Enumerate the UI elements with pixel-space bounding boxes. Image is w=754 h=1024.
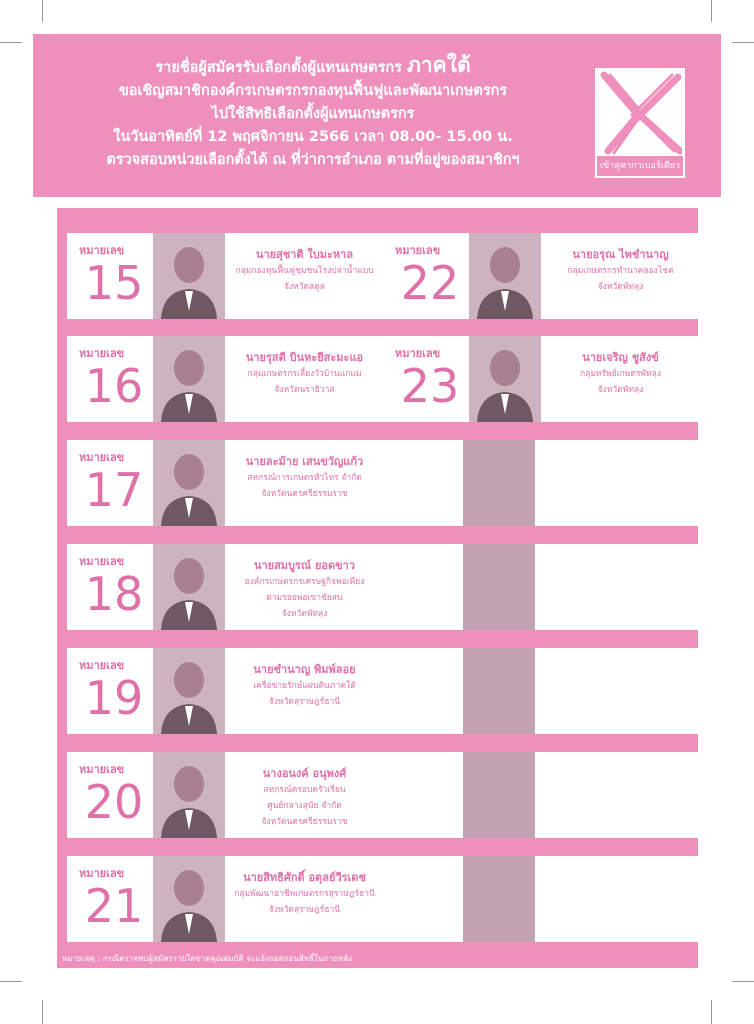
- empty-photo-slot: [463, 544, 535, 630]
- logo-caption: เข้าคูหากาเบอร์เดียว: [597, 156, 683, 176]
- candidate-card: [67, 233, 384, 319]
- candidate-photo: [153, 856, 225, 942]
- candidate-detail: เครือข่ายรักษ์แผ่นดินภาคใต้: [253, 681, 356, 691]
- candidate-number: 20: [84, 775, 144, 829]
- candidate-name: นางอนงค์ อนุพงศ์: [262, 767, 347, 780]
- candidate-card: [383, 336, 700, 422]
- crop-mark: [732, 981, 754, 982]
- header-text: [33, 54, 593, 172]
- empty-photo-slot: [463, 440, 535, 526]
- candidate-info: [227, 662, 382, 710]
- x-mark-icon: [598, 71, 682, 155]
- candidate-name: นายเจริญ ชูสังข์: [582, 351, 659, 364]
- candidate-number: 18: [84, 567, 144, 621]
- portrait-icon: [153, 440, 225, 526]
- candidate-detail: สหกรณ์การเกษตรหัวไทร จำกัด: [247, 473, 362, 483]
- candidate-number: 17: [84, 463, 144, 517]
- candidate-number: 21: [84, 879, 144, 933]
- portrait-icon: [153, 856, 225, 942]
- candidate-name: นายอรุณ ไพชำนาญ: [572, 248, 669, 261]
- candidate-photo: [153, 440, 225, 526]
- header-title-prefix: รายชื่อผู้สมัครรับเลือกตั้งผู้แทนเกษตรกร: [155, 60, 402, 76]
- candidate-number: 23: [400, 359, 460, 413]
- number-label: หมายเลข: [79, 244, 125, 257]
- candidate-photo: [153, 336, 225, 422]
- candidate-number: 22: [400, 256, 460, 310]
- candidate-detail: จังหวัดนครศรีธรรมราช: [261, 489, 348, 499]
- candidate-card: [383, 233, 700, 319]
- header-date-line: ในวันอาทิตย์ที่ 12 พฤศจิกายน 2566 เวลา 08.00- 15.00 น.: [113, 129, 513, 145]
- candidate-detail: จังหวัดสุราษฎร์ธานี: [268, 905, 341, 915]
- portrait-icon: [153, 544, 225, 630]
- candidate-detail: จังหวัดสุราษฎร์ธานี: [268, 697, 341, 707]
- crop-mark: [732, 42, 754, 43]
- candidate-info: [227, 350, 382, 398]
- number-label: หมายเลข: [395, 347, 441, 360]
- candidate-board: [57, 208, 698, 968]
- number-label: หมายเลข: [79, 763, 125, 776]
- candidate-photo: [153, 544, 225, 630]
- candidate-photo: [153, 648, 225, 734]
- crop-mark: [711, 0, 712, 22]
- portrait-icon: [153, 336, 225, 422]
- empty-card: [383, 856, 700, 942]
- portrait-icon: [153, 233, 225, 319]
- candidate-card: [67, 336, 384, 422]
- number-label: หมายเลข: [79, 867, 125, 880]
- header-check-line: ตรวจสอบหน่วยเลือกตั้งได้ ณ ที่ว่าการอำเภอ ตามที่อยู่ของสมาชิกฯ: [106, 152, 520, 168]
- candidate-card: [67, 544, 384, 630]
- crop-mark: [42, 1000, 43, 1024]
- portrait-icon: [469, 336, 541, 422]
- empty-photo-slot: [463, 856, 535, 942]
- candidate-detail: กลุ่มพัฒนาอาชีพเกษตรกรสุราษฎร์ธานี: [234, 889, 375, 899]
- candidate-info: [543, 247, 698, 295]
- candidate-info: [227, 454, 382, 502]
- portrait-icon: [153, 752, 225, 838]
- footnote: หมายเหตุ : กรณีตรวจพบผู้สมัครรายใดขาดคุณสมบัติ จะแจ้งถอดถอนสิทธิ์ในภายหลัง: [62, 954, 352, 963]
- empty-card: [383, 752, 700, 838]
- header-title: [33, 54, 593, 80]
- candidate-info: [227, 766, 382, 830]
- portrait-icon: [469, 233, 541, 319]
- candidate-detail: จังหวัดพัทลุง: [597, 282, 644, 292]
- candidate-name: นายสุชาติ ใบมะหาล: [255, 248, 354, 261]
- candidate-detail: จังหวัดนราธิวาส: [274, 385, 335, 395]
- number-label: หมายเลข: [79, 347, 125, 360]
- candidate-number: 15: [84, 256, 144, 310]
- number-label: หมายเลข: [79, 451, 125, 464]
- header-line-3: ไปใช้สิทธิเลือกตั้งผู้แทนเกษตรกร: [211, 106, 415, 122]
- empty-photo-slot: [463, 648, 535, 734]
- candidate-info: [227, 247, 382, 295]
- candidate-name: นายชำนาญ พิมพ์ลอย: [253, 663, 356, 676]
- candidate-number: 16: [84, 359, 144, 413]
- candidate-detail: กลุ่มเกษตรกรทำนาคลองโชค: [567, 266, 674, 276]
- candidate-name: นายสิทธิศักดิ์ อตุลย์วีรเดช: [243, 871, 366, 884]
- candidate-detail: จังหวัดสตูล: [284, 282, 325, 292]
- candidate-photo: [153, 233, 225, 319]
- header-banner: [33, 34, 721, 197]
- candidate-card: [67, 440, 384, 526]
- portrait-icon: [153, 648, 225, 734]
- number-label: หมายเลข: [79, 659, 125, 672]
- ballot-logo: [593, 66, 687, 180]
- number-label: หมายเลข: [79, 555, 125, 568]
- candidate-name: นายละม้าย เสนขวัญแก้ว: [245, 455, 364, 468]
- candidate-name: นายรุสดี บินหะยีสะมะแอ: [245, 351, 364, 364]
- candidate-detail: กลุ่มกองทุนฟื้นฟูชุมชนโรงปลาน้ำแบบ: [235, 266, 374, 276]
- candidate-info: [543, 350, 698, 398]
- empty-card: [383, 648, 700, 734]
- candidate-photo: [469, 233, 541, 319]
- candidate-detail: จังหวัดพัทลุง: [281, 609, 328, 619]
- candidate-info: [227, 558, 382, 622]
- empty-photo-slot: [463, 752, 535, 838]
- candidate-photo: [153, 752, 225, 838]
- candidate-detail: จังหวัดนครศรีธรรมราช: [261, 817, 348, 827]
- candidate-detail: ศูนย์กลางสุนัย จำกัด: [267, 801, 342, 811]
- candidate-detail: องค์กรเกษตรกรเศรษฐกิจพอเพียง: [244, 577, 365, 587]
- candidate-detail: ตามรอยพ่อเขาชัยสน: [266, 593, 343, 603]
- candidate-detail: จังหวัดพัทลุง: [597, 385, 644, 395]
- candidate-name: นายสมบูรณ์ ยอดขาว: [253, 559, 356, 572]
- crop-mark: [42, 0, 43, 22]
- crop-mark: [0, 42, 22, 43]
- header-line-2: ขอเชิญสมาชิกองค์กรเกษตรกรกองทุนฟื้นฟูและพัฒนาเกษตรกร: [118, 83, 508, 99]
- candidate-card: [67, 648, 384, 734]
- candidate-detail: สหกรณ์ครอบครัวเรียน: [263, 785, 346, 795]
- candidate-number: 19: [84, 671, 144, 725]
- candidate-info: [227, 870, 382, 918]
- candidate-card: [67, 856, 384, 942]
- candidate-detail: กลุ่มทรัพย์เกษตรพัทลุง: [579, 369, 661, 379]
- crop-mark: [711, 1000, 712, 1024]
- candidate-photo: [469, 336, 541, 422]
- header-region: ภาคใต้: [407, 53, 471, 77]
- empty-card: [383, 440, 700, 526]
- number-label: หมายเลข: [395, 244, 441, 257]
- candidate-card: [67, 752, 384, 838]
- crop-mark: [0, 981, 22, 982]
- empty-card: [383, 544, 700, 630]
- candidate-detail: กลุ่มเกษตรกรเลี้ยงวัวบ้านแกแม: [247, 369, 362, 379]
